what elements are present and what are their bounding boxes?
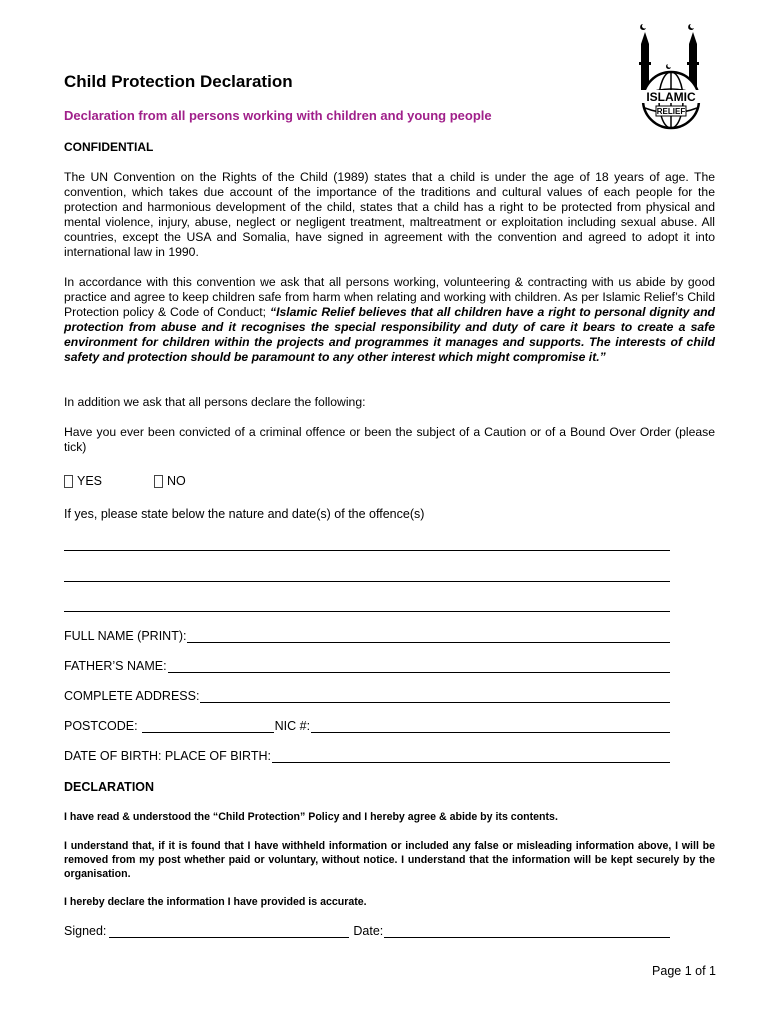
full-name-line[interactable] — [187, 630, 670, 643]
svg-text:RELIEF: RELIEF — [656, 107, 686, 116]
svg-text:ISLAMIC: ISLAMIC — [646, 90, 696, 104]
fathers-name-label: FATHER’S NAME: — [64, 659, 167, 673]
nic-line[interactable] — [311, 720, 670, 733]
no-option[interactable] — [154, 474, 186, 488]
policy-paragraph-text: In accordance with this convention we ask that all persons working, volunteering & contracting with us abide by good practice and agree to keep children safe from harm when relating and working with children. As per Islamic Relief’s Child Protection policy & Code of Conduct; — [64, 275, 715, 319]
declaration-heading: DECLARATION — [64, 780, 155, 794]
yes-option[interactable] — [64, 474, 102, 488]
declaration-statement-1: I have read & understood the “Child Protection” Policy and I hereby agree & abide by its contents. — [64, 811, 558, 823]
offence-line-3[interactable] — [64, 611, 670, 612]
signature-row[interactable] — [64, 924, 670, 938]
dob-field[interactable] — [64, 749, 670, 763]
fathers-name-field[interactable] — [64, 659, 670, 673]
address-line[interactable] — [200, 690, 670, 703]
policy-quote: “Islamic Relief believes that all children have a right to personal dignity and protection from abuse and it recognises the special responsibility and duty of care it bears to create a safe environment for children within the projects and programmes it manages and supports. The interests of child safety and protection should be paramount to any other interest which might compromise it.” — [64, 305, 715, 364]
yes-checkbox[interactable] — [64, 475, 73, 488]
full-name-field[interactable] — [64, 629, 670, 643]
postcode-line[interactable] — [142, 720, 274, 733]
policy-paragraph — [64, 275, 715, 365]
declaration-statement-3: I hereby declare the information I have provided is accurate. — [64, 896, 367, 908]
no-checkbox[interactable] — [154, 475, 163, 488]
address-label: COMPLETE ADDRESS: — [64, 689, 200, 703]
address-field[interactable] — [64, 689, 670, 703]
dob-line[interactable] — [272, 750, 670, 763]
page-number: Page 1 of 1 — [652, 964, 716, 978]
document-subtitle: Declaration from all persons working with children and young people — [64, 108, 492, 123]
no-label: NO — [167, 474, 186, 488]
un-convention-paragraph: The UN Convention on the Rights of the Child (1989) states that a child is under the age of 18 years of age. The convention, which takes due account of the importance of the traditions and cultural values of each people for the protection and harmonious development of the child, states that a child has a right to be protected from physical and mental violence, injury, abuse, neglect or negligent treatment, maltreatment or exploitation including sexual abuse. All countries, except the USA and Somalia, have signed in agreement with the convention and agreed to adopt it into international law in 1990. — [64, 170, 715, 259]
dob-label: DATE OF BIRTH: PLACE OF BIRTH: — [64, 749, 271, 763]
offence-line-1[interactable] — [64, 550, 670, 551]
declare-intro: In addition we ask that all persons declare the following: — [64, 395, 366, 409]
offence-line-2[interactable] — [64, 581, 670, 582]
full-name-label: FULL NAME (PRINT): — [64, 629, 187, 643]
postcode-label: POSTCODE: — [64, 719, 138, 733]
conviction-question: Have you ever been convicted of a criminal offence or been the subject of a Caution or of a Bound Over Order (please tick) — [64, 425, 715, 454]
document-title: Child Protection Declaration — [64, 72, 293, 91]
postcode-nic-field[interactable] — [64, 719, 670, 733]
nic-label: NIC #: — [274, 719, 311, 733]
date-label: Date: — [353, 924, 384, 938]
date-line[interactable] — [384, 925, 670, 938]
signed-label: Signed: — [64, 924, 107, 938]
islamic-relief-logo — [636, 22, 706, 132]
confidential-label: CONFIDENTIAL — [64, 140, 154, 154]
yes-label: YES — [77, 474, 103, 488]
fathers-name-line[interactable] — [168, 660, 670, 673]
signature-line[interactable] — [109, 925, 349, 938]
offence-instruction: If yes, please state below the nature and date(s) of the offence(s) — [64, 507, 425, 521]
declaration-statement-2: I understand that, if it is found that I have withheld information or included any false or misleading information above, I will be removed from my post whether paid or voluntary, without notice. I understand that the information will be kept securely by the organisation. — [64, 840, 715, 880]
